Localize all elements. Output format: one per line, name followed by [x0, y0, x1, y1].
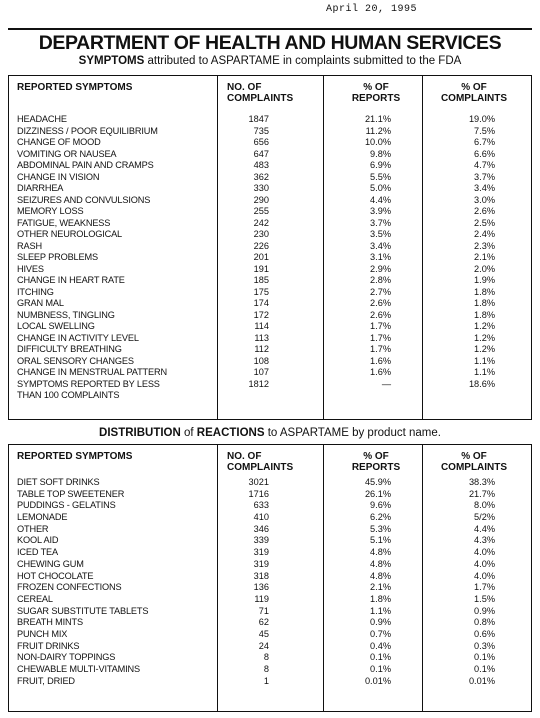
- pct-reports-cell: 2.1%: [370, 582, 391, 593]
- symptom-cell: FATIGUE, WEAKNESS: [17, 217, 111, 228]
- distribution-subtitle: [0, 427, 540, 439]
- table-row: [9, 229, 531, 241]
- pct-complaints-cell: 4.0%: [474, 547, 495, 558]
- table-row: [9, 594, 531, 606]
- pct-reports-cell: 2.9%: [370, 263, 391, 274]
- count-cell: 107: [253, 367, 269, 377]
- pct-reports-cell: 9.6%: [370, 500, 391, 511]
- count-cell: 201: [253, 252, 269, 262]
- table-row: [9, 149, 531, 161]
- pct-reports-cell: 5.3%: [370, 523, 391, 534]
- distribution-rows: [9, 477, 531, 687]
- pct-complaints-cell: 6.7%: [474, 137, 495, 147]
- table-row: [9, 298, 531, 310]
- pct-complaints-cell: 8.0%: [474, 500, 495, 511]
- header-line: REPORTS: [351, 462, 401, 473]
- count-cell: 136: [253, 582, 269, 593]
- count-cell: 290: [253, 194, 269, 205]
- count-cell: 1716: [248, 488, 269, 499]
- pct-reports-cell: 1.6%: [370, 355, 391, 366]
- table-row: [9, 367, 531, 379]
- symptom-cell: CEREAL: [17, 593, 53, 604]
- pct-complaints-cell: 3.4%: [474, 183, 495, 193]
- pct-reports-cell: 0.1%: [370, 652, 391, 663]
- table-row: [9, 114, 531, 126]
- symptom-cell: ORAL SENSORY CHANGES: [17, 355, 134, 366]
- symptom-cell: OTHER NEUROLOGICAL: [17, 229, 123, 239]
- count-cell: 319: [253, 558, 269, 569]
- header-line: COMPLAINTS: [440, 93, 508, 104]
- pct-complaints-cell: 1.2%: [474, 332, 495, 343]
- header-line: % OF: [461, 451, 487, 462]
- table-row: [9, 390, 531, 402]
- pct-complaints-cell: 1.5%: [474, 593, 495, 604]
- pct-complaints-cell: 1.7%: [474, 582, 495, 593]
- count-cell: 24: [258, 640, 269, 651]
- pct-complaints-cell: 19.0%: [468, 114, 495, 124]
- pct-reports-cell: 45.9%: [364, 477, 391, 487]
- header-no-of-complaints: [227, 451, 293, 473]
- count-cell: 318: [253, 570, 269, 581]
- symptom-cell: ITCHING: [17, 286, 54, 297]
- pct-reports-cell: 5.0%: [370, 183, 391, 193]
- symptom-cell: BREATH MINTS: [17, 617, 83, 628]
- count-cell: 339: [253, 535, 269, 546]
- count-cell: 71: [258, 605, 269, 616]
- pct-complaints-cell: 4.0%: [474, 558, 495, 569]
- pct-complaints-cell: 2.6%: [474, 206, 495, 216]
- symptom-cell: FRUIT DRINKS: [17, 640, 80, 651]
- count-cell: 45: [258, 628, 269, 639]
- table-row: [9, 126, 531, 138]
- symptom-cell: DIET SOFT DRINKS: [17, 477, 100, 487]
- symptom-cell: THAN 100 COMPLAINTS: [17, 390, 120, 400]
- pct-reports-cell: 6.2%: [370, 512, 391, 523]
- symptom-cell: ICED TEA: [17, 547, 59, 558]
- pct-reports-cell: 4.8%: [370, 558, 391, 569]
- pct-reports-cell: 3.4%: [370, 240, 391, 251]
- count-cell: 108: [253, 355, 269, 366]
- symptom-cell: TABLE TOP SWEETENER: [17, 488, 125, 499]
- pct-complaints-cell: 0.1%: [474, 652, 495, 663]
- pct-complaints-cell: 1.2%: [474, 344, 495, 354]
- header-line: COMPLAINTS: [440, 462, 508, 473]
- pct-reports-cell: 2.6%: [370, 309, 391, 320]
- pct-complaints-cell: 2.4%: [474, 229, 495, 239]
- pct-complaints-cell: 2.3%: [474, 240, 495, 251]
- symptom-cell: MEMORY LOSS: [17, 206, 84, 216]
- table-row: [9, 275, 531, 287]
- count-cell: 114: [254, 321, 269, 331]
- symptom-cell: PUDDINGS - GELATINS: [17, 500, 116, 511]
- count-cell: 191: [253, 263, 269, 274]
- pct-reports-cell: 3.5%: [370, 229, 391, 239]
- symptom-cell: SUGAR SUBSTITUTE TABLETS: [17, 605, 149, 616]
- pct-complaints-cell: 1.8%: [474, 298, 495, 308]
- pct-complaints-cell: 0.01%: [468, 675, 495, 686]
- header-pct-complaints: [429, 451, 519, 473]
- table-row: [9, 547, 531, 559]
- count-cell: 483: [253, 160, 269, 170]
- pct-complaints-cell: 38.3%: [468, 477, 495, 487]
- count-cell: 113: [254, 332, 269, 343]
- table-row: [9, 218, 531, 230]
- pct-reports-cell: 4.4%: [370, 194, 391, 205]
- symptom-cell: DIZZINESS / POOR EQUILIBRIUM: [17, 125, 158, 136]
- count-cell: 647: [253, 148, 269, 159]
- symptom-cell: NUMBNESS, TINGLING: [17, 309, 115, 320]
- symptoms-subtitle-bold: SYMPTOMS: [78, 55, 145, 67]
- top-rule: [8, 28, 532, 30]
- symptom-cell: GRAN MAL: [17, 298, 64, 308]
- count-cell: 8: [263, 652, 269, 663]
- count-cell: 633: [253, 500, 269, 511]
- table-row: [9, 310, 531, 322]
- pct-reports-cell: 9.8%: [370, 148, 391, 159]
- pct-complaints-cell: 1.1%: [474, 367, 495, 377]
- symptom-cell: HOT CHOCOLATE: [17, 570, 94, 581]
- pct-complaints-cell: 3.7%: [474, 171, 495, 182]
- pct-reports-cell: 3.1%: [370, 252, 391, 262]
- pct-reports-cell: 1.8%: [370, 593, 391, 604]
- pct-reports-cell: 4.8%: [370, 570, 391, 581]
- table-row: [9, 287, 531, 299]
- header-line: REPORTS: [351, 93, 401, 104]
- header-line: % OF: [461, 82, 487, 93]
- header-line: COMPLAINTS: [227, 93, 294, 104]
- pct-complaints-cell: 7.5%: [474, 125, 495, 136]
- table-row: [9, 477, 531, 489]
- table-row: [9, 344, 531, 356]
- table-row: [9, 489, 531, 501]
- pct-complaints-cell: 4.0%: [474, 570, 495, 581]
- pct-reports-cell: 1.6%: [370, 367, 391, 377]
- table-row: [9, 559, 531, 571]
- pct-reports-cell: 1.1%: [370, 605, 391, 616]
- symptom-cell: ABDOMINAL PAIN AND CRAMPS: [17, 160, 154, 170]
- symptom-cell: FRUIT, DRIED: [17, 675, 75, 686]
- symptoms-subtitle: [0, 55, 540, 67]
- header-reported-symptoms: REPORTED SYMPTOMS: [17, 82, 133, 93]
- table-row: [9, 321, 531, 333]
- pct-complaints-cell: 18.6%: [468, 378, 495, 389]
- table-row: [9, 160, 531, 172]
- pct-complaints-cell: 4.4%: [474, 523, 495, 534]
- count-cell: 230: [253, 229, 269, 239]
- count-cell: 1847: [248, 114, 269, 124]
- pct-complaints-cell: 4.7%: [474, 160, 495, 170]
- pct-reports-cell: 2.6%: [370, 298, 391, 308]
- count-cell: 735: [253, 125, 269, 136]
- header-pct-reports: [351, 451, 401, 473]
- header-pct-complaints: [429, 82, 519, 104]
- pct-complaints-cell: 1.8%: [474, 286, 495, 297]
- count-cell: 172: [253, 309, 269, 320]
- table-row: [9, 172, 531, 184]
- symptom-cell: HEADACHE: [17, 114, 67, 124]
- pct-reports-cell: 0.01%: [364, 675, 391, 686]
- table-row: [9, 606, 531, 618]
- symptom-cell: SEIZURES AND CONVULSIONS: [17, 194, 151, 205]
- pct-complaints-cell: 3.0%: [474, 194, 495, 205]
- symptom-cell: CHANGE IN ACTIVITY LEVEL: [17, 332, 139, 343]
- pct-reports-cell: 0.7%: [370, 628, 391, 639]
- table-row: [9, 664, 531, 676]
- header-line: COMPLAINTS: [227, 462, 294, 473]
- header-line: NO. OF: [227, 82, 262, 93]
- symptom-cell: LEMONADE: [17, 512, 68, 523]
- pct-reports-cell: 10.0%: [364, 137, 391, 147]
- table-row: [9, 512, 531, 524]
- symptom-cell: PUNCH MIX: [17, 628, 68, 639]
- table-row: [9, 500, 531, 512]
- symptom-cell: LOCAL SWELLING: [17, 321, 95, 331]
- table-row: [9, 676, 531, 688]
- table-row: [9, 379, 531, 391]
- header-reported-symptoms: REPORTED SYMPTOMS: [17, 451, 133, 462]
- pct-complaints-cell: 4.3%: [474, 535, 495, 546]
- page-title: DEPARTMENT OF HEALTH AND HUMAN SERVICES: [38, 32, 502, 54]
- symptom-cell: VOMITING OR NAUSEA: [17, 148, 117, 159]
- pct-reports-cell: 1.7%: [370, 344, 391, 354]
- pct-reports-cell: 0.4%: [370, 640, 391, 651]
- count-cell: 330: [253, 183, 269, 193]
- pct-complaints-cell: 1.8%: [474, 309, 495, 320]
- pct-reports-cell: 0.1%: [370, 664, 391, 674]
- symptoms-rows: [9, 114, 531, 402]
- symptom-cell: SYMPTOMS REPORTED BY LESS: [17, 378, 160, 389]
- pct-complaints-cell: 2.0%: [474, 263, 495, 274]
- header-line: NO. OF: [227, 451, 262, 462]
- pct-reports-cell: 6.9%: [370, 160, 391, 170]
- count-cell: 242: [253, 217, 269, 228]
- symptom-cell: SLEEP PROBLEMS: [17, 252, 98, 262]
- count-cell: 226: [253, 240, 269, 251]
- symptoms-table: [8, 75, 532, 420]
- pct-complaints-cell: 0.8%: [474, 617, 495, 628]
- symptom-cell: OTHER: [17, 523, 49, 534]
- distribution-subtitle-bold2: REACTIONS: [196, 427, 265, 439]
- pct-reports-cell: 5.5%: [370, 171, 391, 182]
- pct-complaints-cell: 0.6%: [474, 628, 495, 639]
- pct-complaints-cell: 6.6%: [474, 148, 495, 159]
- pct-reports-cell: 4.8%: [370, 547, 391, 558]
- symptom-cell: CHANGE IN HEART RATE: [17, 275, 125, 285]
- count-cell: 185: [253, 275, 269, 285]
- symptom-cell: RASH: [17, 240, 42, 251]
- count-cell: 362: [253, 171, 269, 182]
- pct-complaints-cell: 1.2%: [474, 321, 495, 331]
- symptom-cell: NON-DAIRY TOPPINGS: [17, 652, 116, 663]
- table-row: [9, 652, 531, 664]
- header-line: % OF: [363, 82, 389, 93]
- pct-complaints-cell: 0.9%: [474, 605, 495, 616]
- pct-reports-cell: 5.1%: [370, 535, 391, 546]
- count-cell: 255: [253, 206, 269, 216]
- distribution-table: [8, 444, 532, 712]
- distribution-subtitle-bold: DISTRIBUTION: [99, 427, 181, 439]
- pct-complaints-cell: 0.1%: [474, 664, 495, 674]
- pct-reports-cell: 1.7%: [370, 332, 391, 343]
- pct-complaints-cell: 5/2%: [474, 512, 495, 523]
- symptom-cell: CHANGE IN VISION: [17, 171, 100, 182]
- symptom-cell: CHANGE IN MENSTRUAL PATTERN: [17, 367, 167, 377]
- pct-complaints-cell: 21.7%: [468, 488, 495, 499]
- table-row: [9, 617, 531, 629]
- table-row: [9, 195, 531, 207]
- table-row: [9, 264, 531, 276]
- symptom-cell: FROZEN CONFECTIONS: [17, 582, 122, 593]
- table-row: [9, 524, 531, 536]
- pct-complaints-cell: 0.3%: [474, 640, 495, 651]
- table-row: [9, 629, 531, 641]
- pct-reports-cell: —: [381, 378, 391, 389]
- table-row: [9, 333, 531, 345]
- table-row: [9, 641, 531, 653]
- symptom-cell: HIVES: [17, 263, 44, 274]
- pct-complaints-cell: 1.1%: [474, 355, 495, 366]
- count-cell: 174: [253, 298, 269, 308]
- count-cell: 319: [253, 547, 269, 558]
- pct-reports-cell: 2.7%: [370, 286, 391, 297]
- table-row: [9, 183, 531, 195]
- symptom-cell: DIARRHEA: [17, 183, 64, 193]
- table-row: [9, 241, 531, 253]
- pct-complaints-cell: 2.1%: [474, 252, 495, 262]
- count-cell: 8: [263, 664, 269, 674]
- count-cell: 346: [253, 523, 269, 534]
- count-cell: 410: [253, 512, 269, 523]
- count-cell: 656: [253, 137, 269, 147]
- count-cell: 112: [254, 344, 269, 354]
- count-cell: 3021: [248, 477, 269, 487]
- pct-reports-cell: 11.2%: [365, 125, 391, 136]
- header-line: % OF: [363, 451, 389, 462]
- count-cell: 1812: [248, 378, 269, 389]
- count-cell: 62: [258, 617, 269, 628]
- pct-reports-cell: 21.1%: [364, 114, 391, 124]
- table-row: [9, 137, 531, 149]
- symptoms-subtitle-rest: attributed to ASPARTAME in complaints submitted to the FDA: [144, 55, 462, 67]
- table-row: [9, 252, 531, 264]
- header-no-of-complaints: [227, 82, 293, 104]
- table-row: [9, 206, 531, 218]
- header-pct-reports: [351, 82, 401, 104]
- count-cell: 175: [253, 286, 269, 297]
- symptom-cell: DIFFICULTY BREATHING: [17, 344, 122, 354]
- pct-complaints-cell: 2.5%: [474, 217, 495, 228]
- table-row: [9, 571, 531, 583]
- count-cell: 1: [263, 675, 269, 686]
- pct-reports-cell: 3.7%: [370, 217, 391, 228]
- pct-reports-cell: 26.1%: [364, 488, 391, 499]
- table-row: [9, 356, 531, 368]
- symptom-cell: CHANGE OF MOOD: [17, 137, 101, 147]
- count-cell: 119: [254, 593, 269, 604]
- table-row: [9, 582, 531, 594]
- pct-reports-cell: 3.9%: [370, 206, 391, 216]
- symptom-cell: KOOL AID: [17, 535, 59, 546]
- pct-reports-cell: 2.8%: [370, 275, 391, 285]
- table-row: [9, 535, 531, 547]
- distribution-subtitle-mid: of: [180, 427, 197, 439]
- pct-reports-cell: 0.9%: [370, 617, 391, 628]
- symptom-cell: CHEWING GUM: [17, 558, 84, 569]
- symptom-cell: CHEWABLE MULTI-VITAMINS: [17, 664, 140, 674]
- distribution-subtitle-rest: to ASPARTAME by product name.: [264, 427, 441, 439]
- pct-reports-cell: 1.7%: [370, 321, 391, 331]
- document-date: April 20, 1995: [326, 4, 418, 15]
- pct-complaints-cell: 1.9%: [474, 275, 495, 285]
